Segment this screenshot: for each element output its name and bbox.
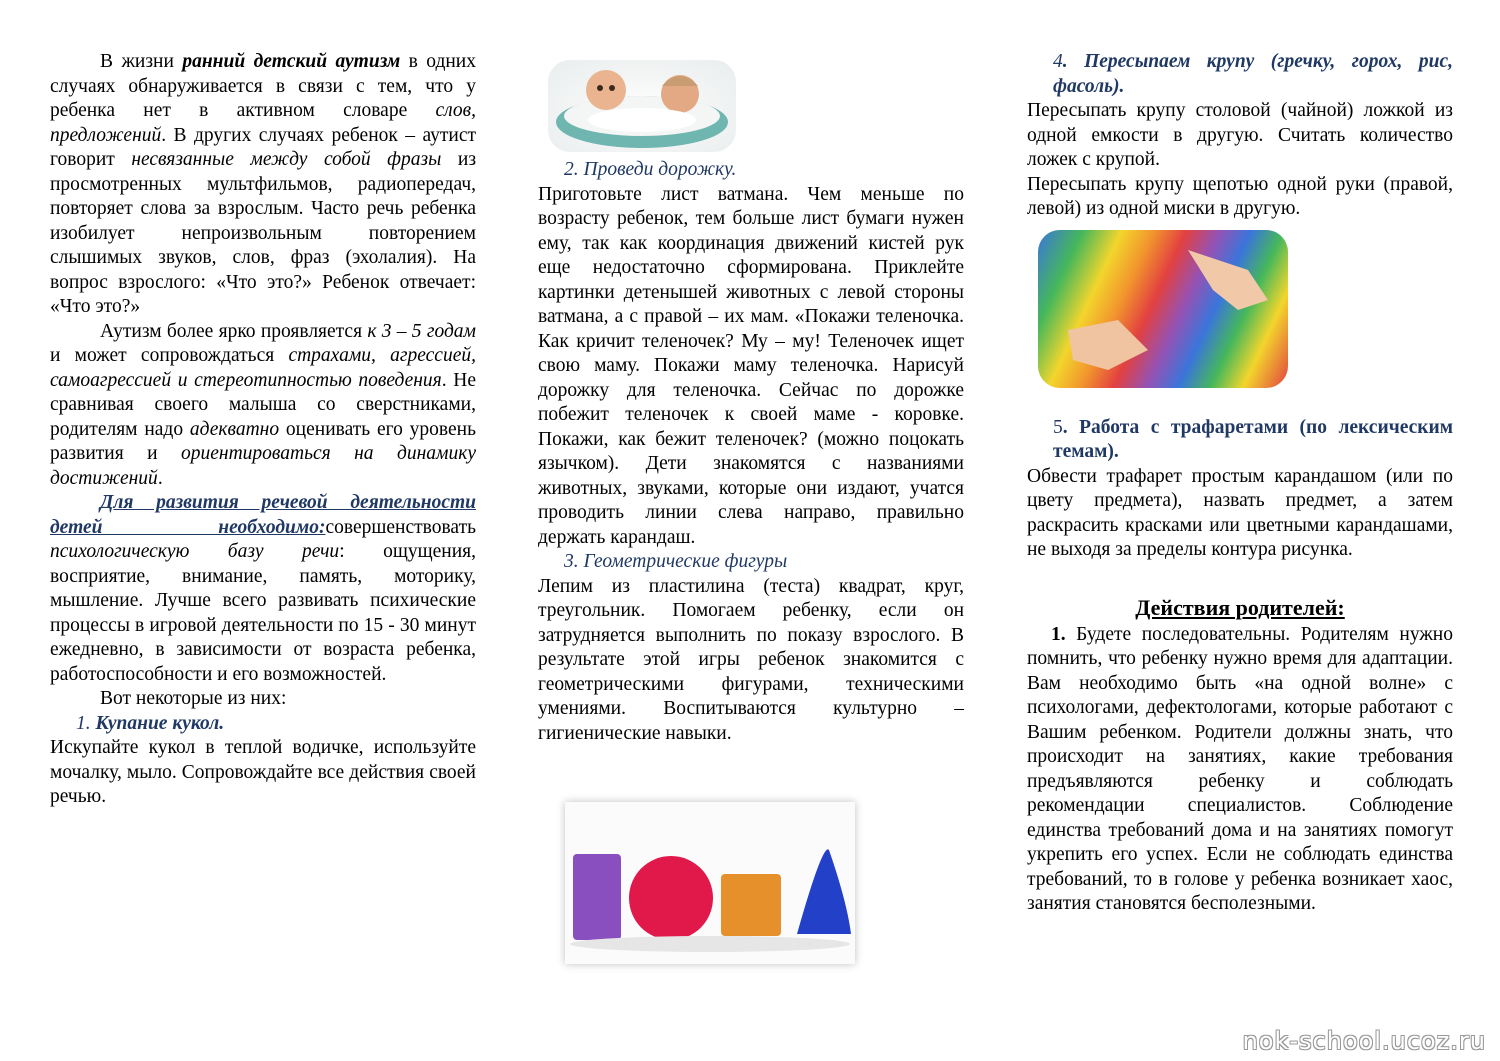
dolls-in-tub-icon (548, 60, 736, 152)
item-4-heading: 4. Пересыпаем крупу (гречку, горох, рис, фасоль). (1053, 51, 1454, 97)
column-left (50, 50, 476, 810)
item-1-text: Искупайте кукол в теплой водичке, используйте мочалку, мыло. Сопровождайте все действия своей речью. (50, 737, 476, 807)
autism-age-paragraph: Аутизм более ярко проявляется к 3 – 5 годам и может сопровождаться страхами, агрессией, самоагрессией и стереотипностью поведения. Не сравнивая своего малыша со сверстниками, родителям надо адекватно оценивать его уровень развития и ориентироваться на динамику достижений. (50, 320, 476, 489)
speech-development-heading: Для развития речевой деятельности детей необходимо: (50, 492, 476, 538)
item-3-heading: 3. Геометрические фигуры (564, 551, 788, 572)
geometric-shapes-image (565, 802, 855, 964)
item-5-text: Обвести трафарет простым карандашом (или по цвету предмета), назвать предмет, а затем раскрасить красками или цветными карандашами, не выходя за пределы контура рисунка. (1027, 465, 1453, 560)
item-4-text-1: Пересыпать крупу столовой (чайной) ложкой из одной емкости в другую. Считать количество ложек с крупой. (1027, 100, 1453, 170)
colored-grains-image (1038, 230, 1288, 388)
intro-paragraph: В жизни ранний детский аутизм в одних случаях обнаруживается в связи с тем, что у ребенка нет в активном словаре слов, предложений. В других случаях ребенок – аутист говорит несвязанные между собой фразы из просмотренных мультфильмов, радиопередач, повторяет слова за взрослым. Часто речь ребенка изобилует непроизвольным повторением слышимых звуков, слов, фраз (эхолалия). На вопрос взрослого: «Что это?» Ребенок отвечает: «Что это?» (50, 51, 477, 317)
parents-action-1: 1. Будете последовательны. Родителям нужно помнить, что ребенку нужно время для адаптации. Вам необходимо быть «на одной волне» с психологами, дефектологами, которые работают с Вашим ребенком. Родители должны знать, что происходит на занятиях, какие требования предъявляются ребенку и соблюдать рекомендации специалистов. Соблюдение единства требований дома и на занятиях помогут укрепить его успех. Если не соблюдать единства требований, то в голове у ребенка возникает хаос, занятия становятся бесполезными. (1027, 623, 1453, 914)
parents-actions-title: Действия родителей: (1135, 594, 1345, 620)
item-3-text: Лепим из пластилина (теста) квадрат, круг, треугольник. Помогаем ребенку, если он затрудняется выполнить по показу взрослого. В результате этой игры ребенок знакомится с геометрическими фигурами, техническими умениями. Воспитываются культурно – гигиенические навыки. (538, 575, 964, 744)
foam-shapes-icon (565, 802, 855, 964)
item-1-heading: 1. Купание кукол. (76, 712, 225, 734)
item-2-text: Приготовьте лист ватмана. Чем меньше по возрасту ребенок, тем больше лист бумаги нужен ему, так как координация движений кистей рук еще недостаточно сформирована. Приклейте картинки детенышей животных с левой стороны ватмана, а с правой – их мам. «Покажи теленочка. Как кричит теленочек? Му – му! Теленочек ищет свою маму. Покажи маму теленочка. Нарисуй дорожку для теленочка. Сейчас по дорожке побежит теленочек к своей маме - коровке. Покажи, как бежит теленочек? (можно поцокать язычком). Дети знакомятся с названиями животных, звуками, которые они издают, учатся проводить линии слева направо, правильно держать карандаш. (538, 183, 964, 548)
hands-in-grains-icon (1038, 230, 1288, 388)
column-middle (538, 158, 964, 746)
item-5-heading: 5. Работа с трафаретами (по лексическим темам). (1053, 416, 1453, 462)
speech-development-paragraph: Для развития речевой деятельности детей необходимо:совершенствовать психологическую базу речи: ощущения, восприятие, внимание, память, моторику, мышление. Лучше всего развивать психические процессы в игровой деятельности по 15 - 30 минут ежедневно, в зависимости от возраста ребенка, работоспособности и его возможностей. (50, 492, 476, 685)
column-right (1027, 50, 1453, 917)
item-4-text-2: Пересыпать крупу щепотью одной руки (правой, левой) из одной миски в другую. (1027, 173, 1453, 219)
bathing-dolls-image (548, 60, 736, 152)
item-2-heading: 2. Проведи дорожку. (564, 159, 737, 180)
some-of-them-line: Вот некоторые из них: (100, 688, 287, 709)
site-watermark: nok-school.ucoz.ru (1242, 1027, 1486, 1055)
